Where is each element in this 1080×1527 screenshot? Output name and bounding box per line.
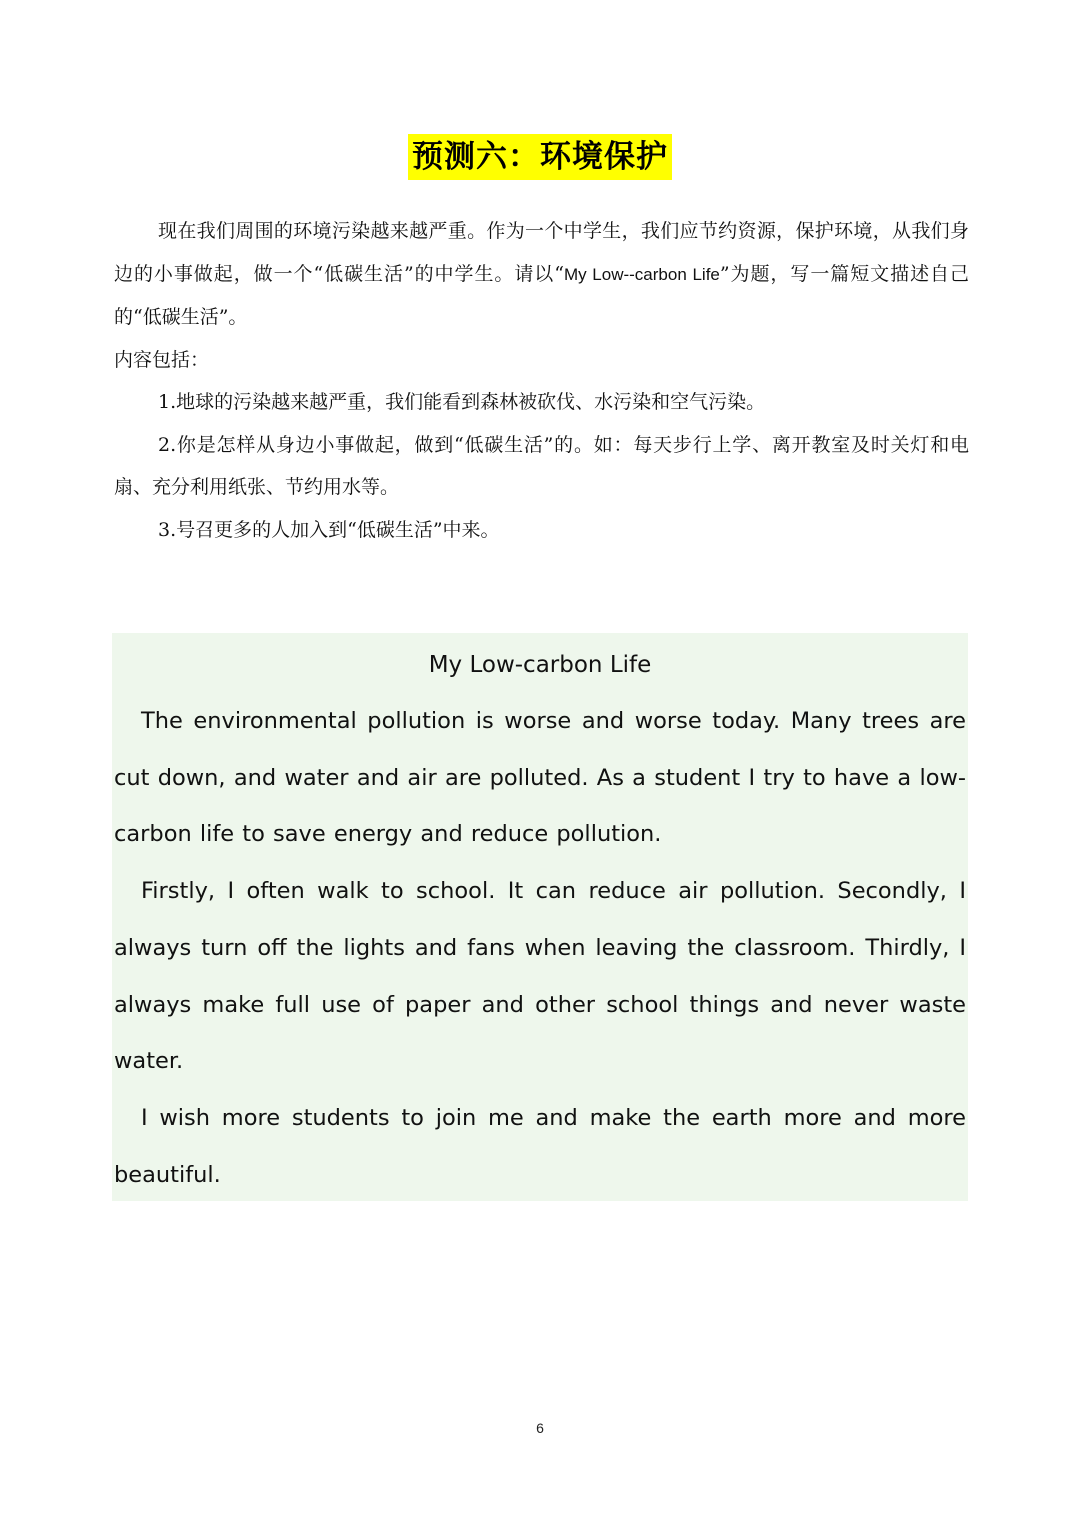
essay-paragraph-2: Firstly, I often walk to school. It can reduce air pollution. Secondly, I always turn off the lights and fans when leaving the classroom. Thirdly, I always make full use of paper and other school things and never waste water. bbox=[114, 878, 966, 1075]
essay-title: My Low-carbon Life bbox=[428, 652, 652, 678]
page-title: 预测六：环境保护 bbox=[408, 134, 672, 180]
prompt-point-3: 3.号召更多的人加入到“低碳生活”中来。 bbox=[158, 518, 500, 541]
prompt-english-title: My Low--carbon Life bbox=[563, 264, 720, 284]
essay-paragraph-1: The environmental pollution is worse and worse today. Many trees are cut down, and water and air are polluted. As a student I try to have a low-carbon life to save energy and reduce pollution. bbox=[114, 708, 966, 848]
page-number: 6 bbox=[536, 1420, 544, 1436]
sample-essay-box bbox=[112, 633, 968, 1201]
essay-body bbox=[114, 693, 966, 1203]
prompt-intro bbox=[114, 210, 969, 339]
content-label: 内容包括： bbox=[114, 348, 210, 371]
writing-prompt bbox=[114, 210, 969, 551]
prompt-point-2: 2.你是怎样从身边小事做起，做到“低碳生活”的。如：每天步行上学、离开教室及时关灯和电扇、充分利用纸张、节约用水等。 bbox=[114, 433, 969, 498]
title-container bbox=[0, 134, 1080, 180]
prompt-intro-part1: 现在我们周围的环境污染越来越严重。作为一个中学生，我们应节约资源，保护环境，从我们身边的小事做起，做一个“低碳生活”的中学生。请以“ bbox=[114, 220, 969, 285]
essay-paragraph-3: I wish more students to join me and make the earth more and more beautiful. bbox=[114, 1104, 966, 1188]
prompt-intro-part2: ”为题，写一篇短文描述自己的“低碳生活”。 bbox=[114, 262, 969, 328]
prompt-point-1: 1.地球的污染越来越严重，我们能看到森林被砍伐、水污染和空气污染。 bbox=[158, 391, 766, 413]
